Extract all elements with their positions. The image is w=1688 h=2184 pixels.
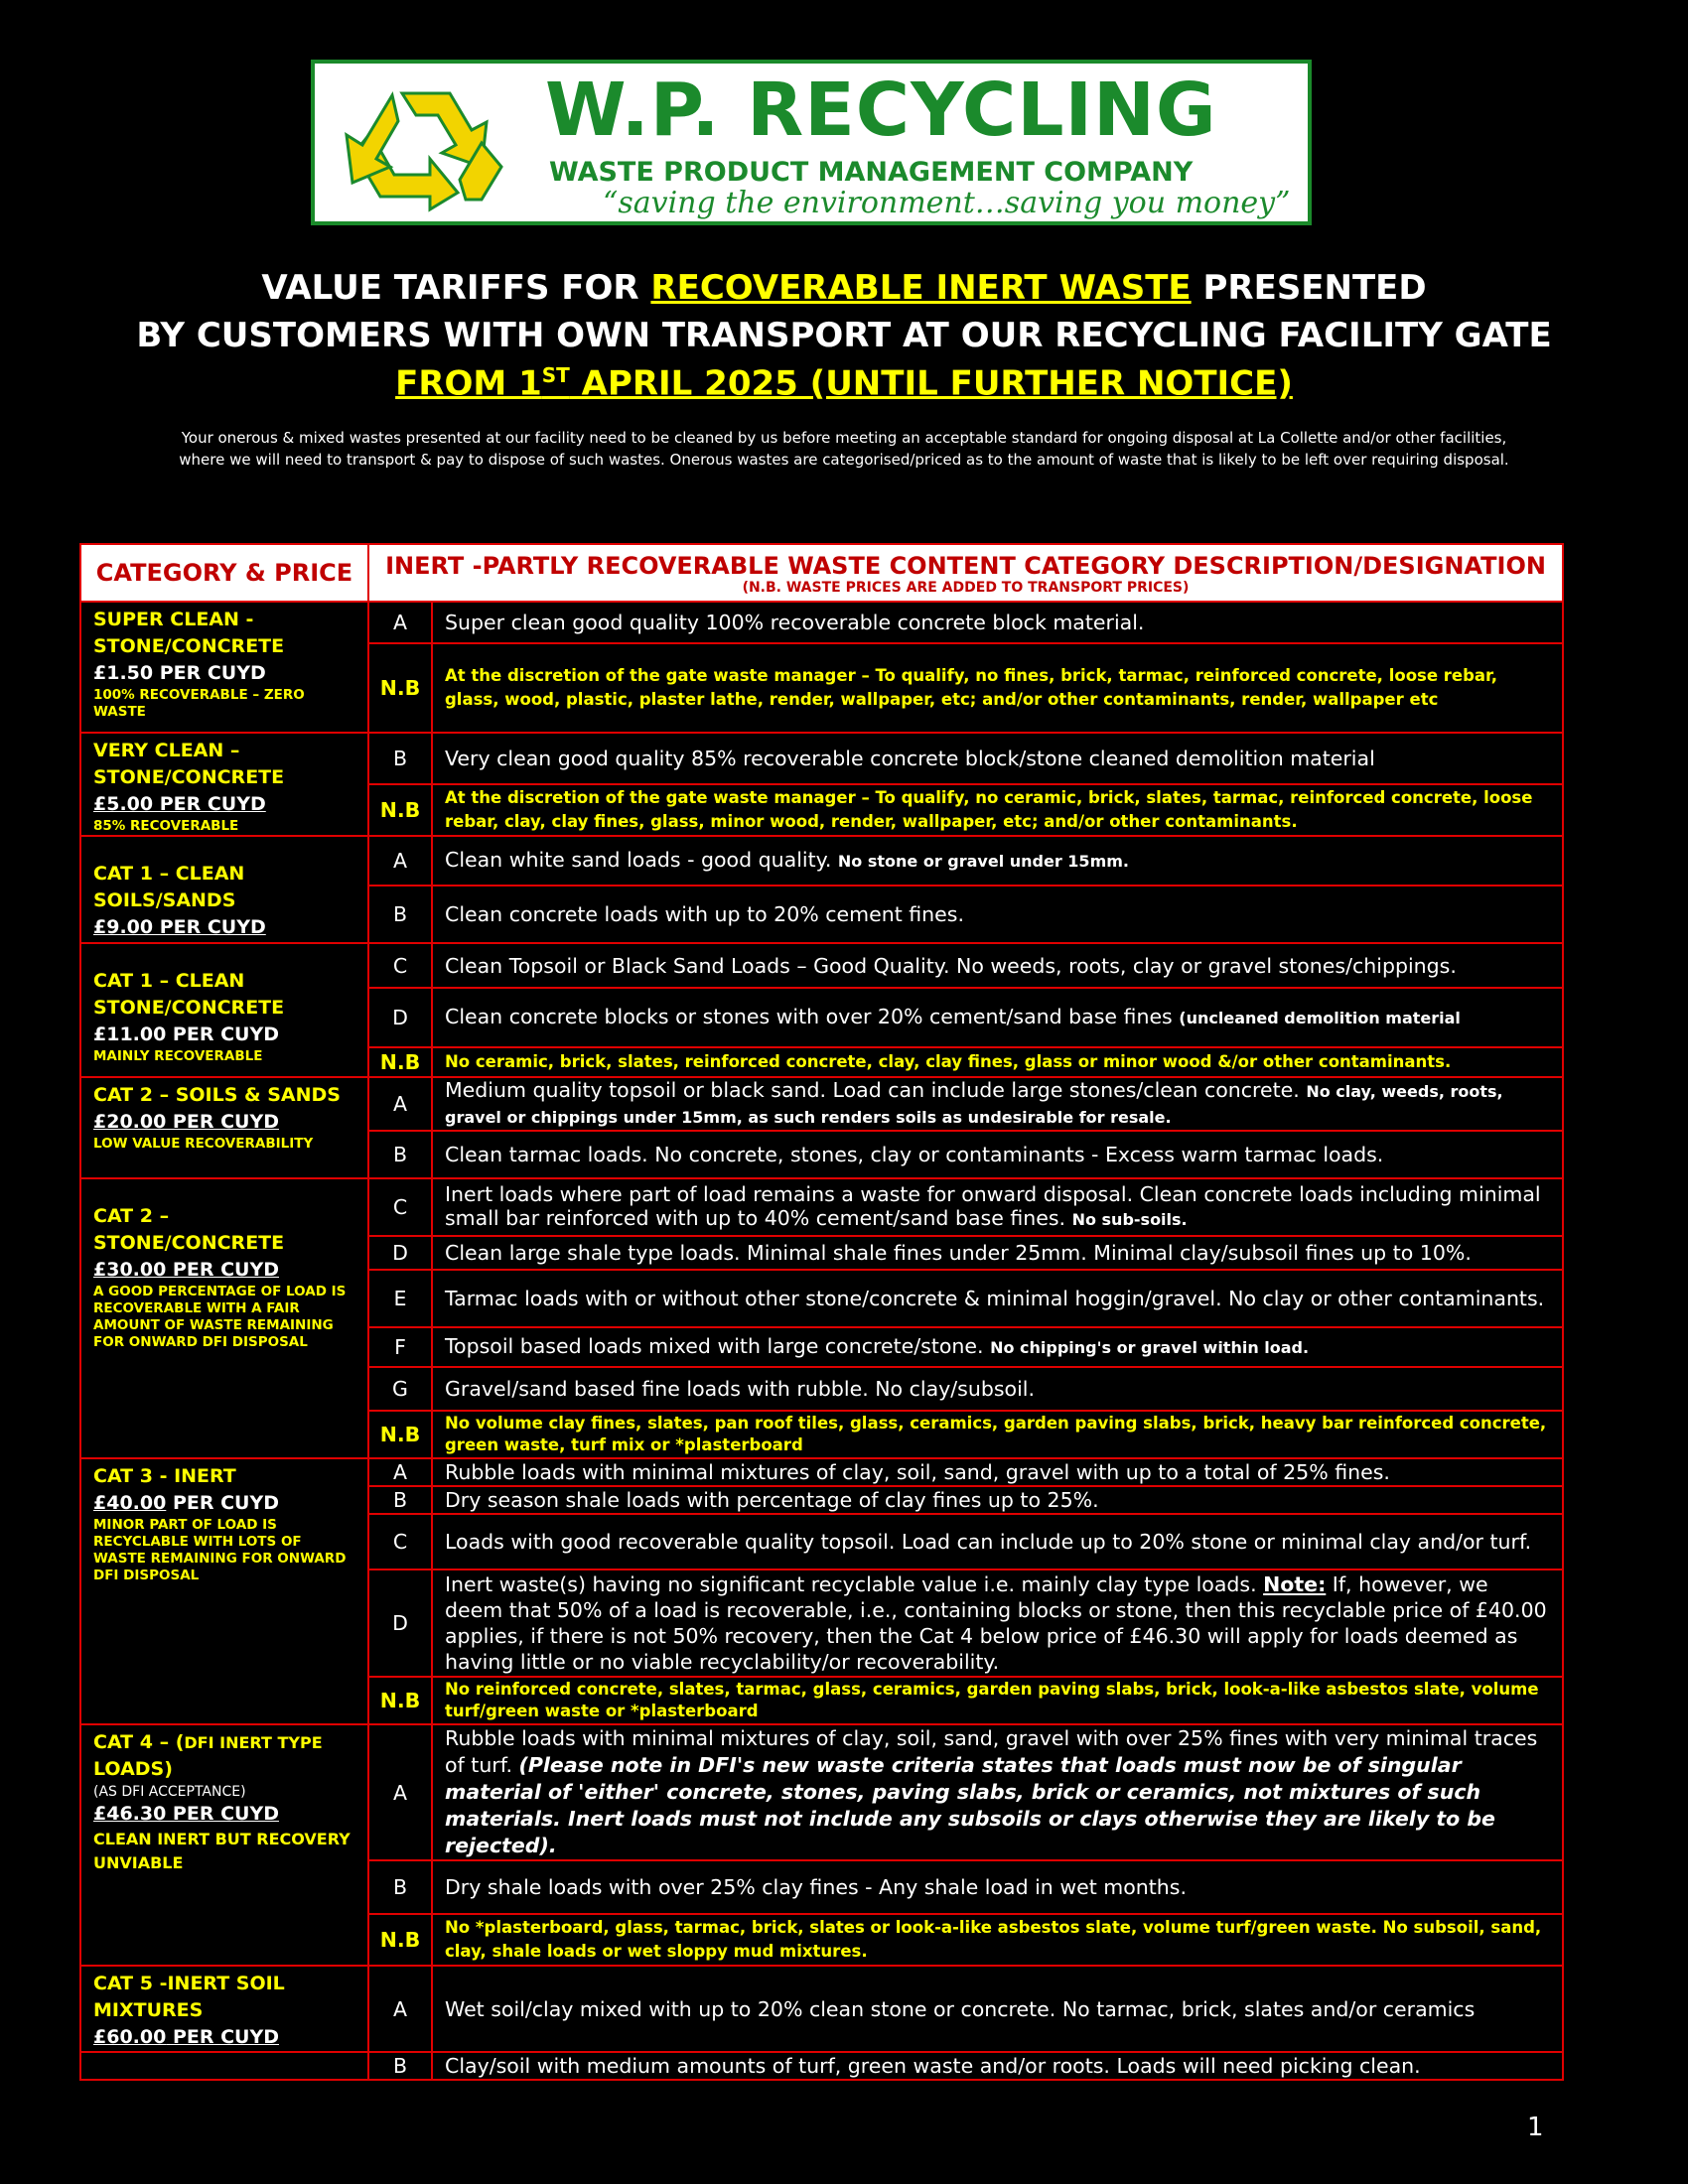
row-description: Dry shale loads with over 25% clay fines - Any shale load in wet months. [432,1860,1563,1914]
category-super-clean [80,602,368,733]
row-letter-nb: N.B [368,1677,432,1724]
category-empty [80,2052,368,2080]
category-cat1-stone [80,943,368,1077]
table-row [80,2052,1563,2080]
row-note-label: Note: [1263,1572,1327,1596]
heading-date [0,363,1688,403]
category-price-unit: PER CUYD [166,2026,279,2048]
row-letter: C [368,1178,432,1236]
logo-name: W.P. RECYCLING [545,68,1217,153]
row-text: Rubble loads with minimal mixtures of clay, soil, sand, gravel with over 25% fines with very minimal traces of turf. [445,1726,1538,1777]
row-nb-text: No volume clay fines, slates, pan roof tiles, glass, ceramics, garden paving slabs, brick, heavy bar reinforced concrete, green waste, turf mix or *plasterboard [432,1411,1563,1458]
category-note: LOW VALUE RECOVERABILITY [93,1136,314,1152]
row-description [432,1724,1563,1860]
row-letter: B [368,1486,432,1514]
category-note: MAINLY RECOVERABLE [93,1048,263,1064]
row-text: If, however, we deem that 50% of a load is recoverable, i.e., containing blocks or stone, then this recyclable price of £40.00 applies, if there is not 50% recovery, then the Cat 4 below price of £46.30 will apply for loads deemed as having little or no viable recyclability/or recoverability. [445,1572,1547,1674]
row-letter: A [368,602,432,643]
row-description [432,836,1563,886]
category-name: DFI INERT TYPE [184,1733,323,1752]
page-number: 1 [1527,2113,1544,2142]
category-acceptance: (AS DFI ACCEPTANCE) [93,1784,246,1800]
category-cat3 [80,1458,368,1724]
category-price: £20.00 PER CUYD [93,1111,279,1133]
row-letter-nb: N.B [368,1411,432,1458]
intro-line: where we will need to transport & pay to dispose of such wastes. Onerous wastes are categorised/priced as to the amount of waste that is likely to be left over requiring disposal. [179,451,1509,469]
category-price: £1.50 PER CUYD [93,662,266,684]
table-row [80,1458,1563,1486]
category-price: £30.00 PER CUYD [93,1259,279,1281]
tariff-table [79,543,1564,2081]
row-description: Clean tarmac loads. No concrete, stones, clay or contaminants - Excess warm tarmac loads. [432,1131,1563,1178]
category-price: £40.00 [93,1492,167,1514]
row-text: Inert loads where part of load remains a waste for onward disposal. Clean concrete loads including minimal small bar reinforced with up to 40% cement/sand base fines. [445,1182,1541,1230]
logo-subtitle: WASTE PRODUCT MANAGEMENT COMPANY [549,157,1194,188]
row-description: Clean concrete loads with up to 20% cement fines. [432,886,1563,943]
row-description: Clean large shale type loads. Minimal shale fines under 25mm. Minimal clay/subsoil fines up to 10%. [432,1236,1563,1270]
recycle-icon [333,75,521,214]
row-nb-text: At the discretion of the gate waste manager – To qualify, no ceramic, brick, slates, tarmac, reinforced concrete, loose rebar, clay, clay fines, glass, minor wood, render, wallpaper, etc; and/or other contaminants. [432,784,1563,836]
heading-line-1 [0,268,1688,308]
heading-line-2: BY CUSTOMERS WITH OWN TRANSPORT AT OUR RECYCLING FACILITY GATE [136,316,1552,355]
row-letter: D [368,1236,432,1270]
category-cat4 [80,1724,368,1966]
category-cat5 [80,1966,368,2052]
row-description: Very clean good quality 85% recoverable concrete block/stone cleaned demolition material [432,733,1563,784]
table-row [80,1178,1563,1236]
row-letter: C [368,943,432,988]
row-description [432,1178,1563,1236]
category-note: A GOOD PERCENTAGE OF LOAD IS RECOVERABLE WITH A FAIR AMOUNT OF WASTE REMAINING FOR ONWARD DFI DISPOSAL [93,1284,347,1350]
row-letter: A [368,1458,432,1486]
category-name: SUPER CLEAN - [93,609,254,630]
category-name: STONE/CONCRETE [93,997,285,1019]
row-text-bold: (uncleaned demolition material [1179,1009,1461,1027]
row-description [432,1570,1563,1677]
category-name: CAT 1 – CLEAN [93,970,245,992]
header-description-text: INERT -PARTLY RECOVERABLE WASTE CONTENT CATEGORY DESCRIPTION/DESIGNATION [385,552,1546,580]
date-text: FROM 1 [395,363,542,404]
row-letter: B [368,2052,432,2080]
category-cat2-stone [80,1178,368,1458]
date-text: APRIL 2025 (UNTIL FURTHER NOTICE) [569,363,1293,404]
row-letter: A [368,1077,432,1131]
row-description: Wet soil/clay mixed with up to 20% clean stone or concrete. No tarmac, brick, slates and/or ceramics [432,1966,1563,2052]
heading-text: PRESENTED [1191,268,1427,308]
category-name: MIXTURES [93,1999,204,2021]
category-name: STONE/CONCRETE [93,1232,285,1254]
row-text: Clean white sand loads - good quality. [445,848,832,872]
row-text-bold-italic: (Please note in DFI's new waste criteria states that loads must now be of singular material of 'either' concrete, stones, paving slabs, brick or ceramics, not mixtures of such materials. Inert loads must not include any subsoils or clays otherwise they are likely to be rejected). [445,1753,1495,1857]
category-name: CAT 2 – [93,1205,170,1227]
category-price-unit: PER CUYD [166,1492,279,1514]
row-letter: B [368,733,432,784]
row-description [432,1327,1563,1367]
table-row [80,1966,1563,2052]
row-description [432,1077,1563,1131]
row-letter: E [368,1270,432,1327]
table-row [80,602,1563,643]
row-nb-text: At the discretion of the gate waste manager – To qualify, no fines, brick, tarmac, reinforced concrete, loose rebar, glass, wood, plastic, plaster lathe, render, wallpaper, etc; and/or other contaminants, render, wallpaper etc [432,643,1563,733]
row-letter: A [368,1724,432,1860]
table-row [80,836,1563,886]
row-description: Loads with good recoverable quality topsoil. Load can include up to 20% stone or minimal clay and/or turf. [432,1514,1563,1570]
header-note: (N.B. WASTE PRICES ARE ADDED TO TRANSPORT PRICES) [742,580,1190,596]
category-price: £46.30 PER CUYD [93,1803,279,1825]
category-price: £9.00 PER CUYD [93,916,266,938]
row-description: Clay/soil with medium amounts of turf, green waste and/or roots. Loads will need picking clean. [432,2052,1563,2080]
row-description: Dry season shale loads with percentage of clay fines up to 25%. [432,1486,1563,1514]
category-name: CAT 5 -INERT SOIL [93,1973,285,1994]
category-note: MINOR PART OF LOAD IS RECYCLABLE WITH LOTS OF WASTE REMAINING FOR ONWARD DFI DISPOSAL [93,1517,347,1583]
table-row [80,733,1563,784]
row-description: Tarmac loads with or without other stone/concrete & minimal hoggin/gravel. No clay or other contaminants. [432,1270,1563,1327]
category-name: LOADS) [93,1758,173,1780]
category-note: 100% RECOVERABLE – ZERO WASTE [93,687,305,720]
header-description [368,544,1563,602]
row-letter-nb: N.B [368,643,432,733]
table-row [80,1077,1563,1131]
row-letter: D [368,1570,432,1677]
row-text-bold: No sub-soils. [1071,1210,1188,1229]
row-letter: B [368,1131,432,1178]
row-description [432,988,1563,1047]
row-description: Rubble loads with minimal mixtures of clay, soil, sand, gravel with up to a total of 25% fines. [432,1458,1563,1486]
heading-highlight: RECOVERABLE INERT WASTE [650,268,1192,308]
row-description: Super clean good quality 100% recoverable concrete block material. [432,602,1563,643]
table-header [80,544,1563,602]
table-row [80,943,1563,988]
row-letter: A [368,1966,432,2052]
row-text-bold: No chipping's or gravel within load. [990,1338,1310,1357]
category-price: £5.00 PER CUYD [93,793,266,815]
row-letter: G [368,1367,432,1411]
row-nb-text: No reinforced concrete, slates, tarmac, glass, ceramics, garden paving slabs, brick, look-a-like asbestos slate, volume turf/green waste or *plasterboard [432,1677,1563,1724]
category-cat1-soils [80,836,368,943]
row-text-bold: No clay, weeds, roots, gravel or chippings under 15mm, as such renders soils as undesirable for resale. [445,1082,1503,1127]
row-nb-text: No *plasterboard, glass, tarmac, brick, slates or look-a-like asbestos slate, volume turf/green waste. No subsoil, sand, clay, shale loads or wet sloppy mud mixtures. [432,1914,1563,1966]
row-letter: A [368,836,432,886]
category-name: CAT 1 – CLEAN [93,863,245,885]
category-price: £60.00 [93,2026,167,2048]
category-cat2-soils [80,1077,368,1178]
row-letter: C [368,1514,432,1570]
company-logo [311,60,1312,225]
category-name: CAT 2 – SOILS & SANDS [93,1084,341,1106]
category-note: CLEAN INERT BUT RECOVERY UNVIABLE [93,1830,351,1872]
row-description: Gravel/sand based fine loads with rubble. No clay/subsoil. [432,1367,1563,1411]
intro-paragraph [70,427,1618,471]
category-note: 85% RECOVERABLE [93,818,239,834]
row-letter: B [368,886,432,943]
category-very-clean [80,733,368,836]
heading-text: VALUE TARIFFS FOR [261,268,651,308]
row-nb-text: No ceramic, brick, slates, reinforced concrete, clay, clay fines, glass or minor wood &/or other contaminants. [432,1047,1563,1077]
category-name: VERY CLEAN – [93,740,240,761]
category-name: STONE/CONCRETE [93,635,285,657]
row-letter-nb: N.B [368,1914,432,1966]
row-letter: B [368,1860,432,1914]
category-name: CAT 3 - INERT [93,1465,236,1487]
row-text: Inert waste(s) having no significant recyclable value i.e. mainly clay type loads. [445,1572,1264,1596]
logo-slogan: “saving the environment…saving you money” [603,186,1291,220]
row-text: Clean concrete blocks or stones with over 20% cement/sand base fines [445,1005,1173,1028]
row-text: Topsoil based loads mixed with large concrete/stone. [445,1334,984,1358]
category-name: CAT 4 – ( [93,1731,185,1753]
category-price: £11.00 PER CUYD [93,1024,279,1045]
row-description: Clean Topsoil or Black Sand Loads – Good Quality. No weeds, roots, clay or gravel stones/chippings. [432,943,1563,988]
category-name: STONE/CONCRETE [93,766,285,788]
row-text-bold: No stone or gravel under 15mm. [837,852,1129,871]
header-category: CATEGORY & PRICE [80,544,368,602]
table-row [80,1724,1563,1860]
row-text: Medium quality topsoil or black sand. Load can include large stones/clean concrete. [445,1078,1300,1102]
intro-line: Your onerous & mixed wastes presented at our facility need to be cleaned by us before meeting an acceptable standard for ongoing disposal at La Collette and/or other facilities, [181,429,1507,447]
row-letter: F [368,1327,432,1367]
category-name: SOILS/SANDS [93,889,236,911]
row-letter-nb: N.B [368,784,432,836]
date-sup: ST [541,363,570,387]
row-letter-nb: N.B [368,1047,432,1077]
row-letter: D [368,988,432,1047]
